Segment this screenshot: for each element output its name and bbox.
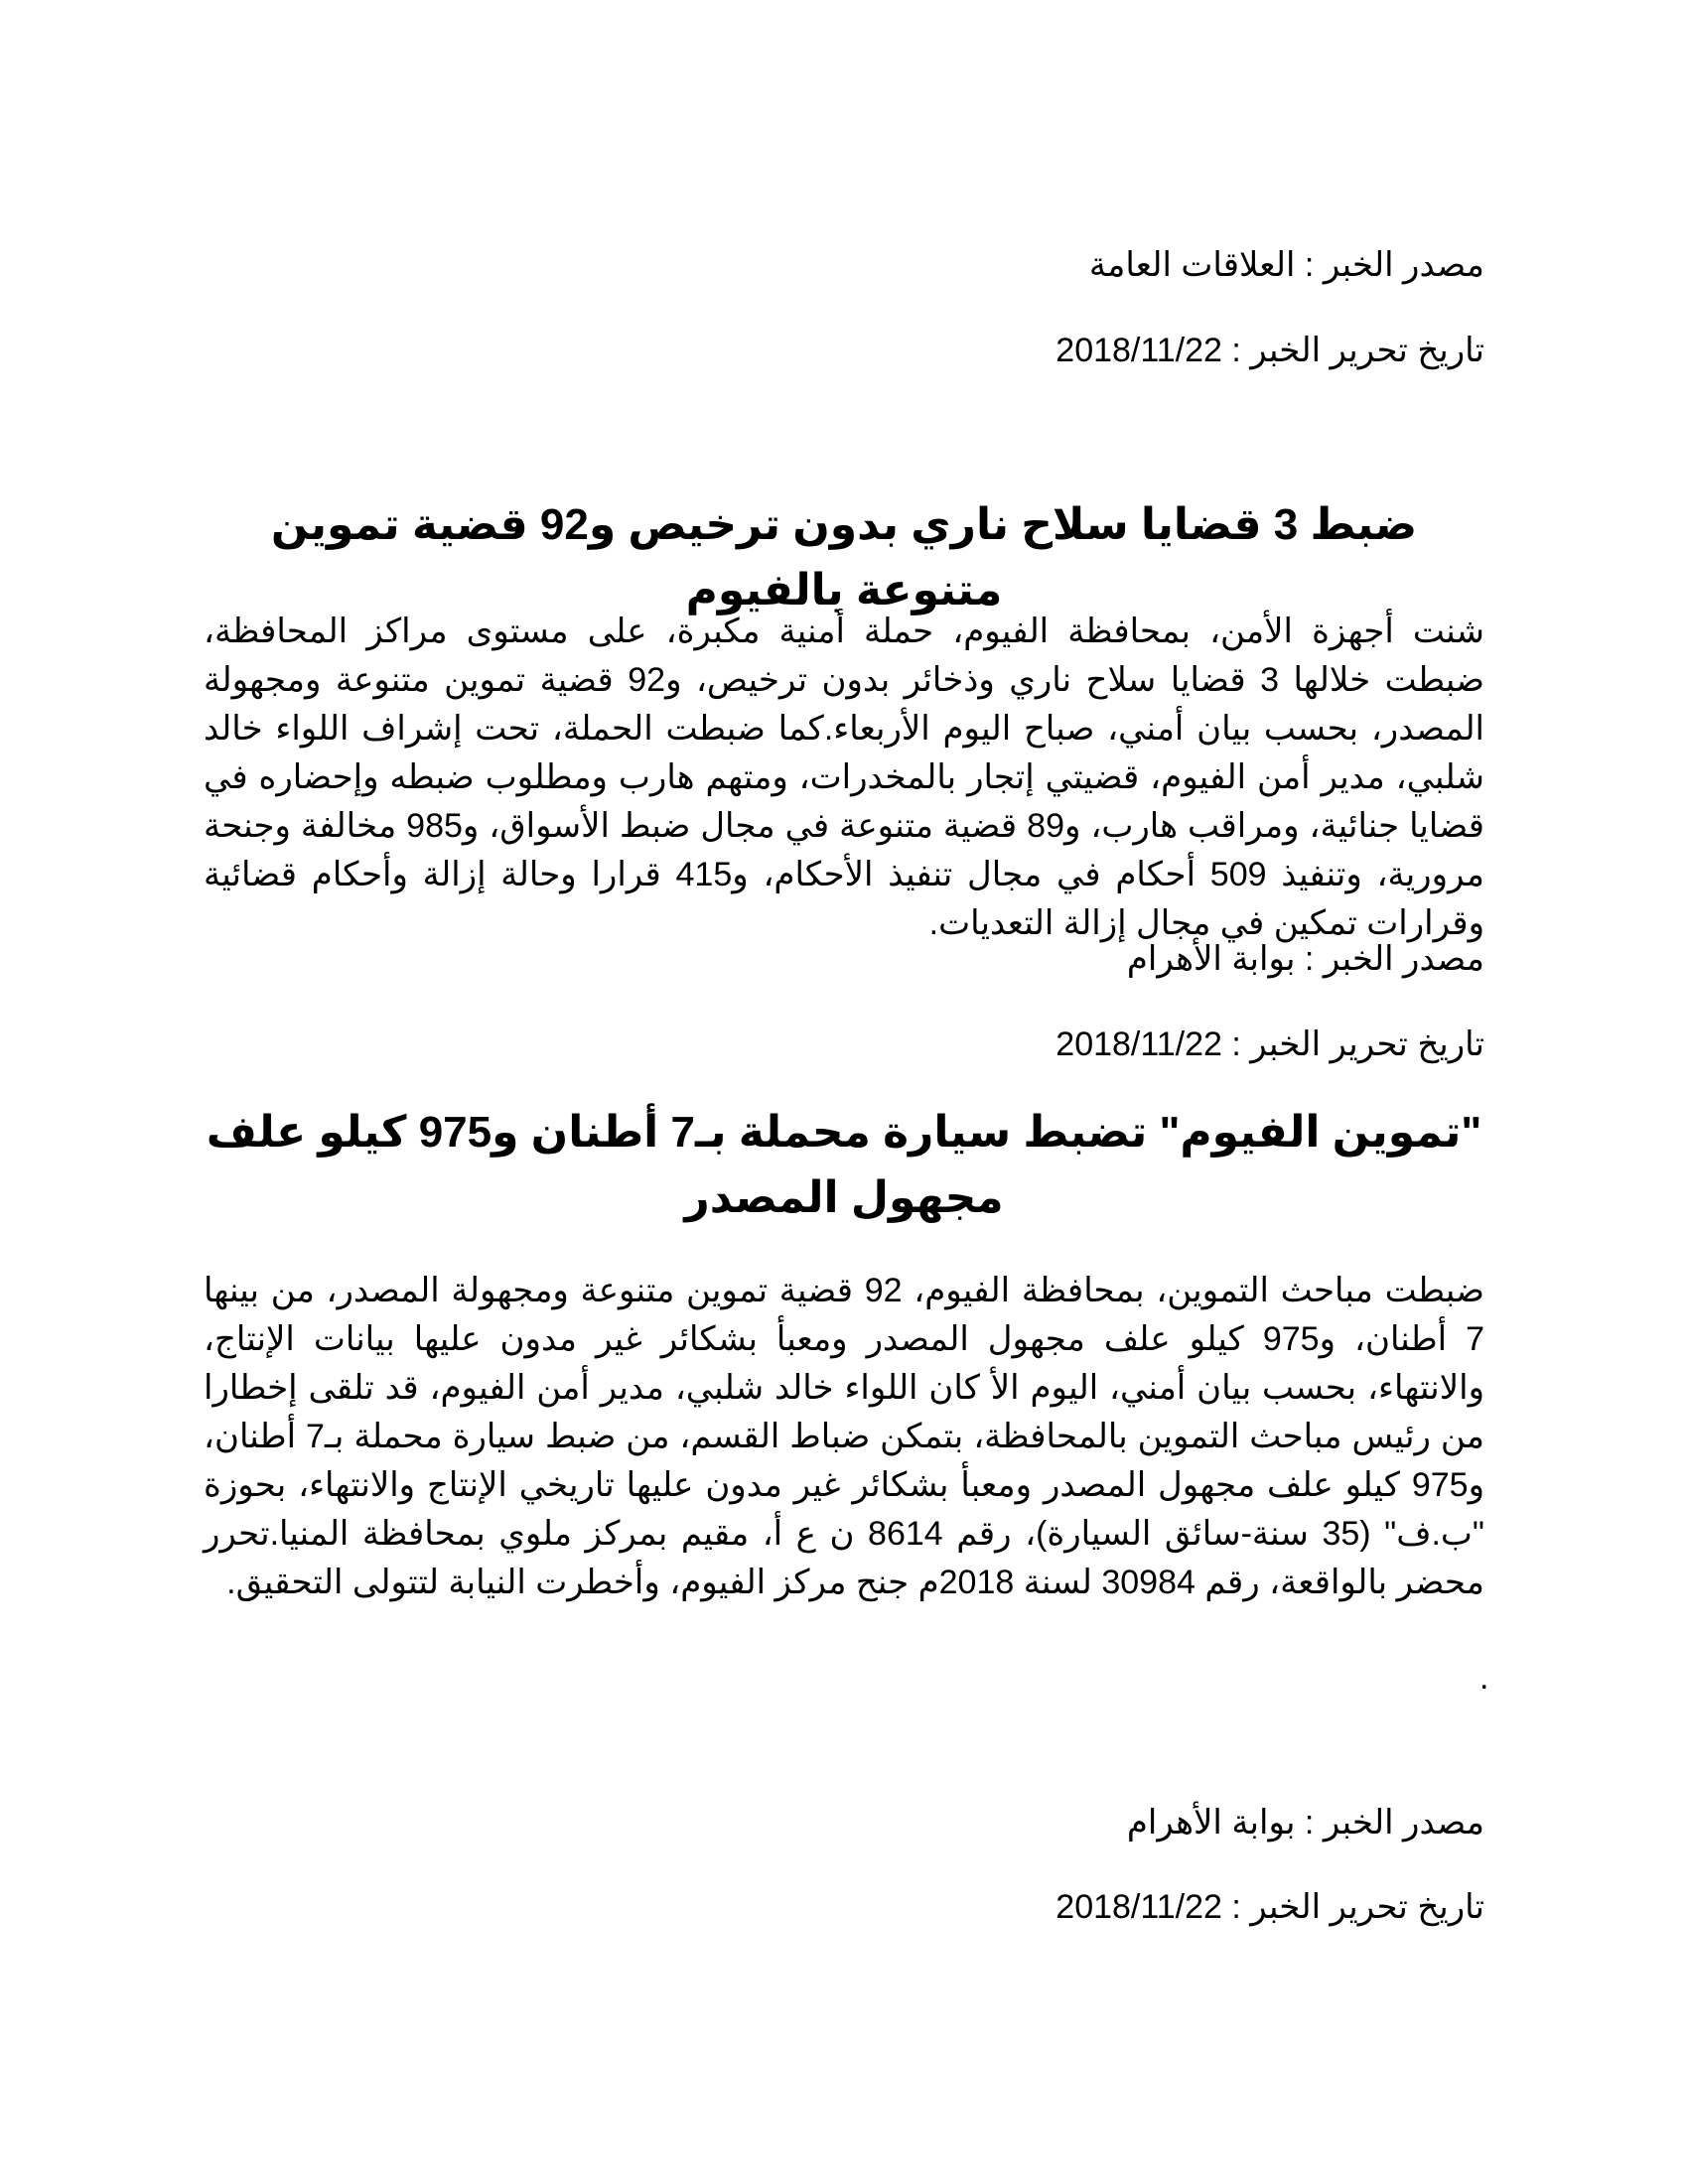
article-headline: "تموين الفيوم" تضبط سيارة محملة بـ7 أطنان و975 كيلو علف مجهول المصدر	[206, 1108, 1482, 1222]
news-date-label: تاريخ تحرير الخبر : 2018/11/22	[1055, 332, 1484, 369]
news-date-label: تاريخ تحرير الخبر : 2018/11/22	[1055, 1888, 1484, 1926]
news-source-label: مصدر الخبر : بوابة الأهرام	[1126, 1804, 1484, 1842]
news-date-label: تاريخ تحرير الخبر : 2018/11/22	[1055, 1025, 1484, 1063]
article-headline: ضبط 3 قضايا سلاح ناري بدون ترخيص و92 قضية تموين متنوعة بالفيوم	[270, 500, 1418, 614]
article-body: شنت أجهزة الأمن، بمحافظة الفيوم، حملة أمنية مكبرة، على مستوى مراكز المحافظة، ضبطت خلالها 3 قضايا سلاح ناري وذخائر بدون ترخيص، و92 قضية تموين متنوعة ومجهولة المصدر، بحسب بيان أمني، صباح اليوم الأربعاء.كما ضبطت الحملة، تحت إشراف اللواء خالد شلبي، مدير أمن الفيوم، قضيتي إتجار بالمخدرات، ومتهم هارب ومطلوب ضبطه وإحضاره في قضايا جنائية، ومراقب هارب، و89 قضية متنوعة في مجال ضبط الأسواق، و985 مخالفة وجنحة مرورية، وتنفيذ 509 أحكام في مجال تنفيذ الأحكام، و415 قرارا وحالة إزالة وأحكام قضائية وقرارات تمكين في مجال إزالة التعديات.	[204, 613, 1484, 942]
news-source-label: مصدر الخبر : بوابة الأهرام	[1126, 940, 1484, 978]
trailing-mark: .	[1479, 1659, 1489, 1697]
article-body: ضبطت مباحث التموين، بمحافظة الفيوم، 92 قضية تموين متنوعة ومجهولة المصدر، من بينها 7 أطنان، و975 كيلو علف مجهول المصدر ومعبأ بشكائر غير مدون عليها بيانات الإنتاج، والانتهاء، بحسب بيان أمني، اليوم الأ كان اللواء خالد شلبي، مدير أمن الفيوم، قد تلقى إخطارا من رئيس مباحث التموين بالمحافظة، بتمكن ضباط القسم، من ضبط سيارة محملة بـ7 أطنان، و975 كيلو علف مجهول المصدر ومعبأ بشكائر غير مدون عليها تاريخي الإنتاج والانتهاء، بحوزة "ب.ف" (35 سنة-سائق السيارة)، رقم 8614 ن ع أ، مقيم بمركز ملوي بمحافظة المنيا.تحرر محضر بالواقعة، رقم 30984 لسنة 2018م جنح مركز الفيوم، وأخطرت النيابة لتتولى التحقيق.	[204, 1272, 1485, 1601]
news-source-label: مصدر الخبر : العلاقات العامة	[1088, 246, 1484, 284]
